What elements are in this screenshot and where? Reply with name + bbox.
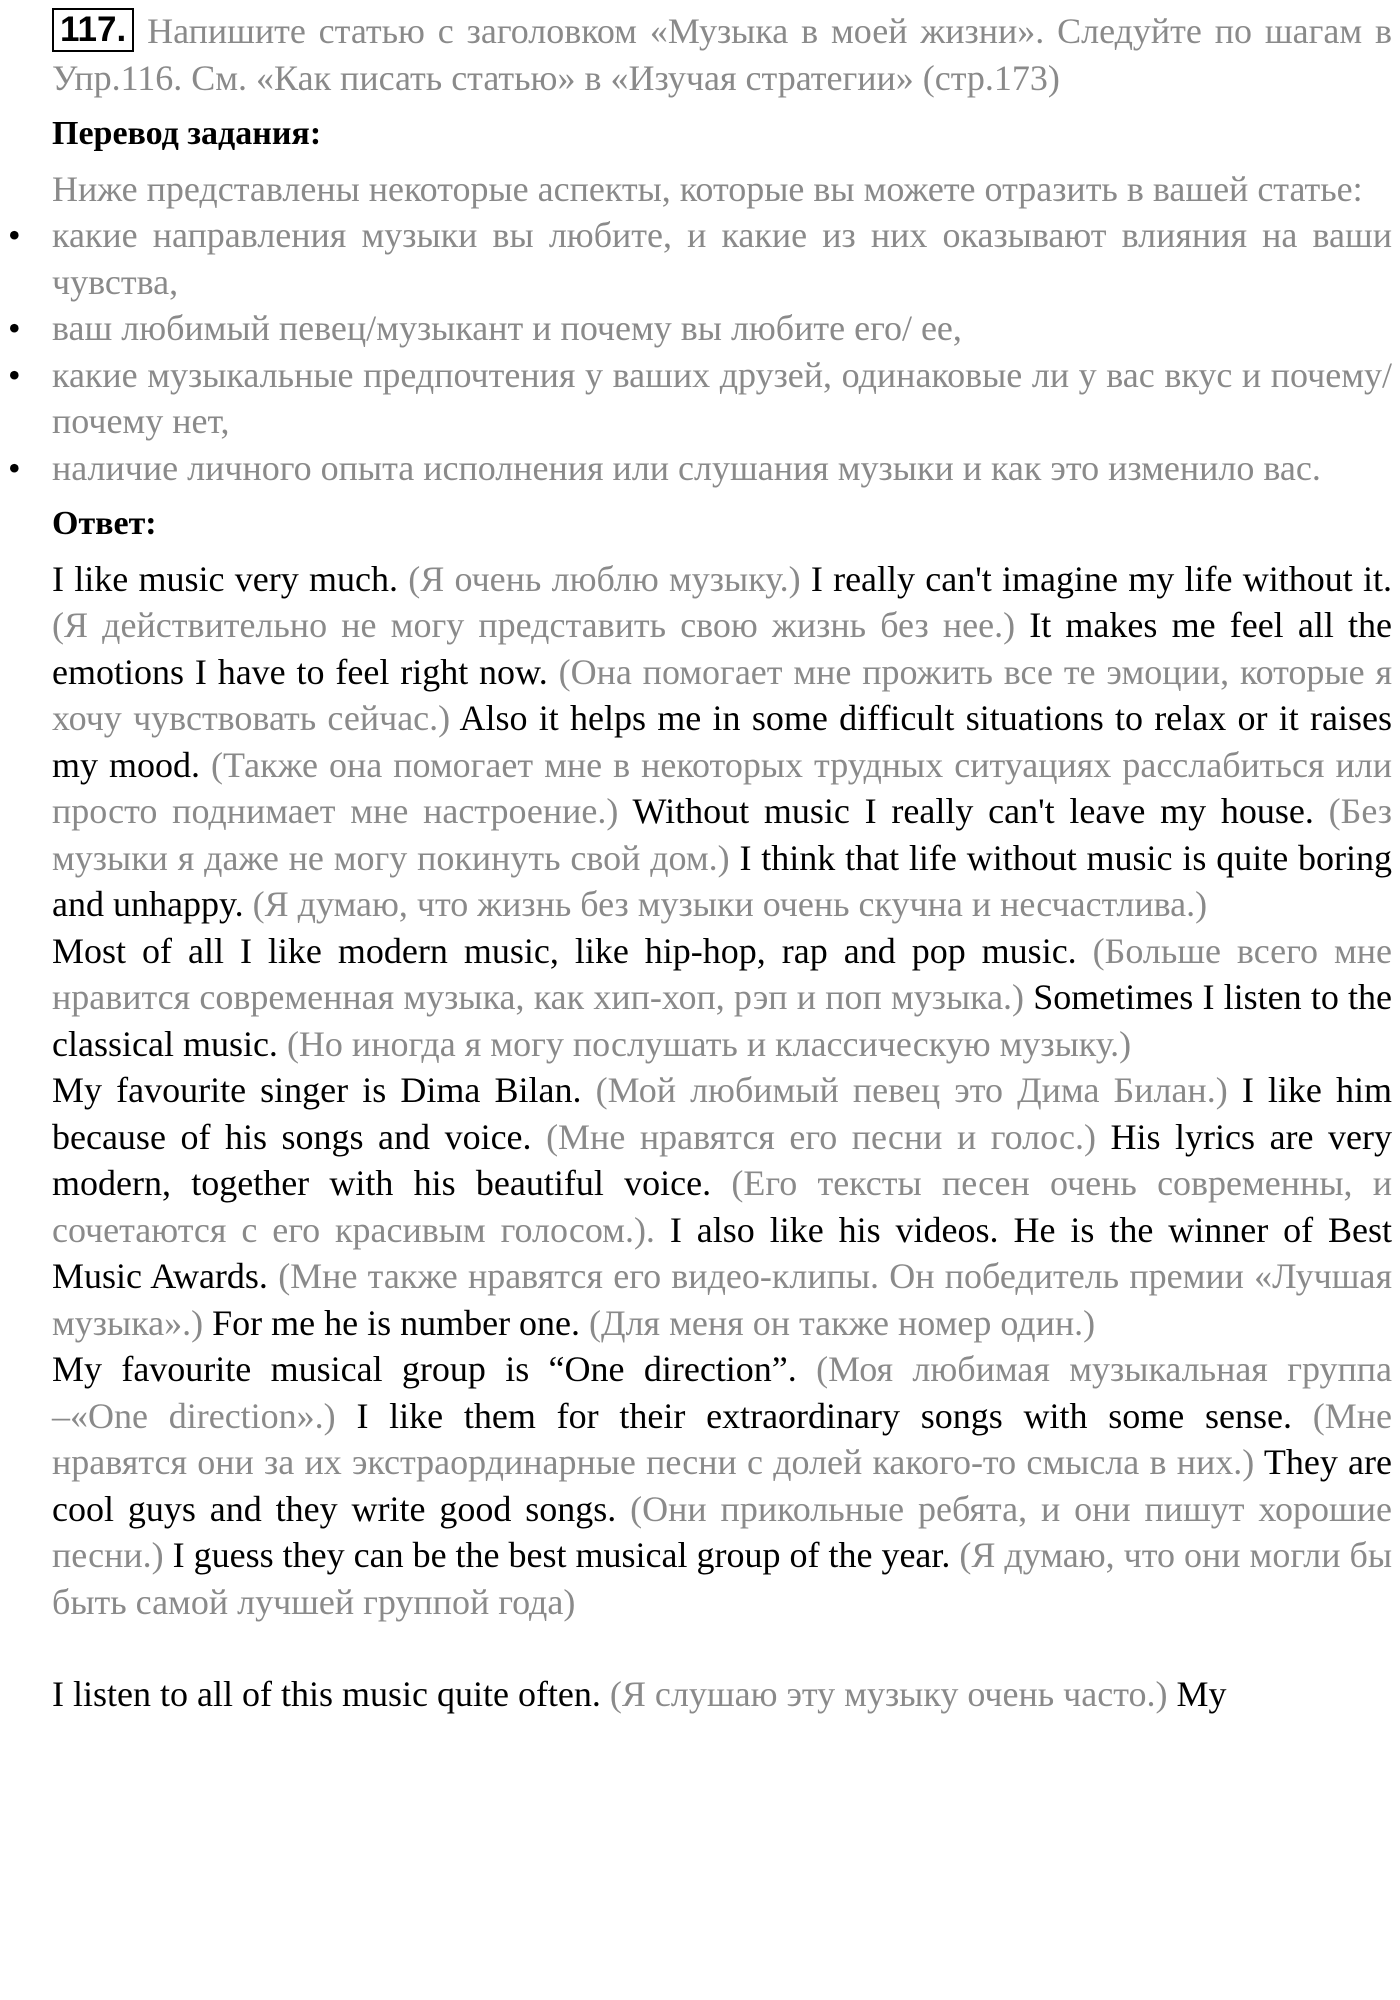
english-sentence: I like music very much. (52, 558, 398, 599)
russian-translation: (Без музыки я даже не могу покинуть свой дом.) (52, 791, 1392, 878)
exercise-number: 117. (52, 8, 134, 52)
english-sentence: Most of all I like modern music, like hip-hop, rap and pop music. (52, 930, 1077, 971)
russian-translation: (Мне нравятся его песни и голос.) (546, 1116, 1096, 1157)
answer-paragraph-2 (52, 928, 1392, 1068)
english-sentence: My (1176, 1674, 1227, 1714)
english-sentence: It makes me feel all the emotions I have to feel right now. (52, 605, 1392, 692)
document-page (52, 8, 1392, 1718)
list-item: • наличие личного опыта исполнения или слушания музыки и как это изменило вас. (52, 445, 1392, 492)
list-item: • какие направления музыки вы любите, и какие из них оказывают влияния на ваши чувства, (52, 212, 1392, 305)
answer-paragraph-5 (52, 1671, 1392, 1718)
english-sentence: I guess they can be the best musical group of the year. (172, 1535, 951, 1575)
english-sentence: His lyrics are very modern, together with his beautiful voice. (52, 1116, 1393, 1203)
english-sentence: My favourite singer is Dima Bilan. (52, 1070, 582, 1110)
russian-translation: (Для меня он также номер один.) (589, 1302, 1096, 1343)
english-sentence: Without music I really can't leave my house. (632, 791, 1314, 831)
task-paragraph (52, 8, 1392, 101)
russian-translation: (Мне также нравятся его видео-клипы. Он победитель премии «Лучшая музыка».) (52, 1256, 1393, 1343)
russian-translation: (Также она помогает мне в некоторых трудных ситуациях расслабиться или просто поднимает мне настроение.) (52, 744, 1393, 831)
english-sentence: I listen to all of this music quite often. (52, 1674, 601, 1714)
english-sentence: I really can't imagine my life without it. (810, 558, 1392, 599)
answer-paragraph-1 (52, 556, 1392, 928)
russian-translation: (Я действительно не могу представить свою жизнь без нее.) (52, 605, 1016, 645)
english-sentence: For me he is number one. (212, 1302, 581, 1343)
russian-translation: (Я думаю, что они могли бы быть самой лучшей группой года) (52, 1535, 1393, 1622)
aspects-list (52, 212, 1392, 491)
translation-heading: Перевод задания: (52, 115, 322, 152)
russian-translation: (Я думаю, что жизнь без музыки очень скучна и несчастлива.) (252, 884, 1208, 924)
list-item: • ваш любимый певец/музыкант и почему вы любите его/ ее, (52, 305, 1392, 352)
english-sentence: They are cool guys and they write good songs. (52, 1442, 1392, 1529)
russian-translation: (Больше всего мне нравится современная музыка, как хип-хоп, рэп и поп музыка.) (52, 930, 1392, 1017)
russian-translation: (Мне нравятся они за их экстраординарные песни с долей какого-то смысла в них.) (52, 1395, 1393, 1482)
answer-paragraph-3 (52, 1067, 1392, 1346)
answer-paragraph-4 (52, 1346, 1392, 1625)
english-sentence: I also like his videos. (669, 1209, 999, 1250)
list-item: • какие музыкальные предпочтения у ваших друзей, одинаковые ли у вас вкус и почему/ почему нет, (52, 352, 1392, 445)
task-text: Напишите статью с заголовком «Музыка в моей жизни». Следуйте по шагам в Упр.116. См. «Как писать статью» в «Изучая стратегии» (стр.173) (52, 11, 1393, 98)
translation-intro: Ниже представлены некоторые аспекты, которые вы можете отразить в вашей статье: (52, 168, 1363, 209)
russian-translation: (Но иногда я могу послушать и классическую музыку.) (286, 1023, 1132, 1064)
russian-translation: (Моя любимая музыкальная группа –«One direction».) (52, 1349, 1392, 1436)
english-sentence: Also it helps me in some difficult situations to relax or it raises my mood. (52, 698, 1393, 785)
russian-translation: (Я очень люблю музыку.) (408, 558, 801, 599)
english-sentence: I like him because of his songs and voice. (52, 1070, 1393, 1157)
russian-translation: (Они прикольные ребята, и они пишут хорошие песни.) (52, 1488, 1393, 1575)
english-sentence: I like them for their extraordinary songs with some sense. (356, 1395, 1293, 1436)
english-sentence: Sometimes I listen to the classical music. (52, 977, 1393, 1064)
english-sentence: He is the winner of Best Music Awards. (52, 1209, 1393, 1296)
russian-translation: (Его тексты песен очень современны, и сочетаются с его красивым голосом.). (52, 1163, 1393, 1250)
english-sentence: I think that life without music is quite boring and unhappy. (52, 837, 1392, 924)
russian-translation: (Она помогает мне прожить все те эмоции, которые я хочу чувствовать сейчас.) (52, 651, 1393, 738)
russian-translation: (Я слушаю эту музыку очень часто.) (609, 1674, 1168, 1714)
russian-translation: (Мой любимый певец это Дима Билан.) (595, 1070, 1228, 1110)
paragraph-spacer (52, 1625, 1392, 1671)
answer-heading: Ответ: (52, 505, 157, 542)
english-sentence: My favourite musical group is “One direction”. (52, 1349, 797, 1389)
answer-body (52, 556, 1392, 1718)
